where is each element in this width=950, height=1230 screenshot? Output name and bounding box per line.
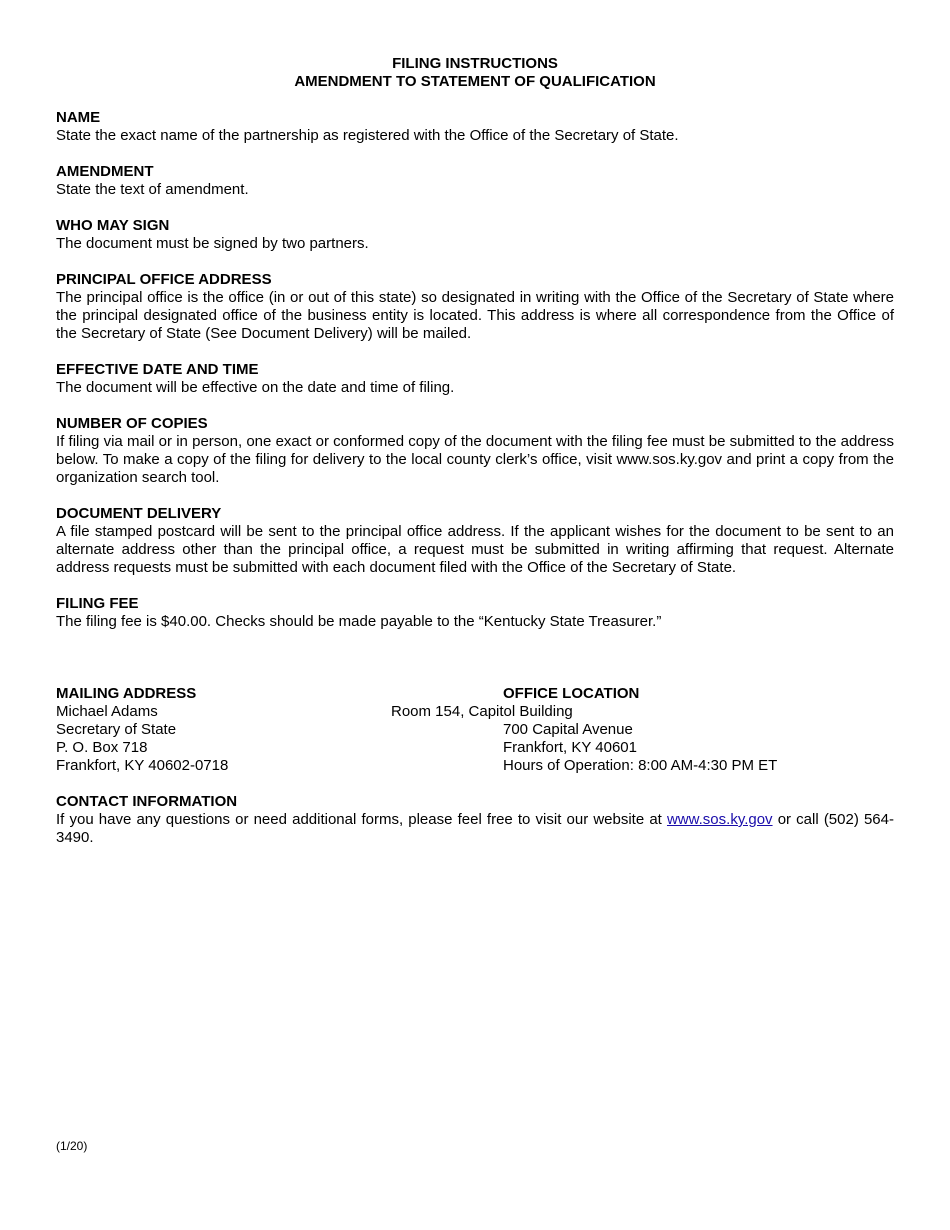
- section-text: The document must be signed by two partners.: [56, 235, 369, 252]
- section-heading: AMENDMENT: [56, 163, 154, 180]
- section-number-of-copies: [56, 415, 894, 487]
- title-line-1: FILING INSTRUCTIONS: [392, 55, 558, 72]
- section-heading: NUMBER OF COPIES: [56, 415, 208, 432]
- section-heading: WHO MAY SIGN: [56, 217, 170, 234]
- section-heading: EFFECTIVE DATE AND TIME: [56, 361, 259, 378]
- mailing-address: [56, 685, 356, 775]
- contact-text-before: If you have any questions or need additional forms, please feel free to visit our website at: [56, 811, 667, 828]
- section-filing-fee: [56, 595, 894, 631]
- mailing-line: Secretary of State: [56, 721, 177, 738]
- address-block: [56, 685, 894, 775]
- office-city: Frankfort, KY 40601: [503, 739, 637, 756]
- section-principal-office: [56, 271, 894, 343]
- mailing-line: Frankfort, KY 40602-0718: [56, 757, 229, 774]
- mailing-line: P. O. Box 718: [56, 739, 148, 756]
- office-location-heading: OFFICE LOCATION: [503, 685, 640, 702]
- office-room: Room 154, Capitol Building: [391, 703, 573, 720]
- section-text: The filing fee is $40.00. Checks should be made payable to the “Kentucky State Treasurer.”: [56, 613, 662, 630]
- section-text: State the text of amendment.: [56, 181, 249, 198]
- document-title: [56, 55, 894, 91]
- section-who-may-sign: [56, 217, 894, 253]
- section-text: A file stamped postcard will be sent to the principal office address. If the applicant wishes for the document to be sent to an alternate address other than the principal office, a request must be submitted in writing affirming that request. Alternate address requests must be submitted with each document filed with the Office of the Secretary of State.: [56, 523, 894, 576]
- website-link[interactable]: www.sos.ky.gov: [666, 811, 773, 828]
- section-text: The principal office is the office (in or out of this state) so designated in writing with the Office of the Secretary of State where the principal designated office of the business entity is located. This address is where all correspondence from the Office of the Secretary of State (See Document Delivery) will be mailed.: [56, 289, 894, 342]
- mailing-line: Michael Adams: [56, 703, 158, 720]
- contact-text-after: or call (502) 564-3490.: [56, 811, 894, 846]
- section-amendment: [56, 163, 894, 199]
- section-name: [56, 109, 894, 145]
- section-document-delivery: [56, 505, 894, 577]
- mailing-address-heading: MAILING ADDRESS: [56, 685, 197, 702]
- section-text: The document will be effective on the date and time of filing.: [56, 379, 455, 396]
- section-heading: PRINCIPAL OFFICE ADDRESS: [56, 271, 272, 288]
- revision-code: (1/20): [56, 1139, 88, 1153]
- section-text: State the exact name of the partnership as registered with the Office of the Secretary of State.: [56, 127, 679, 144]
- section-text: If filing via mail or in person, one exact or conformed copy of the document with the filing fee must be submitted to the address below. To make a copy of the filing for delivery to the local county clerk’s office, visit www.sos.ky.gov and print a copy from the organization search tool.: [56, 433, 894, 486]
- section-heading: DOCUMENT DELIVERY: [56, 505, 222, 522]
- contact-heading: CONTACT INFORMATION: [56, 793, 238, 810]
- filing-instructions-page: [56, 55, 894, 847]
- section-heading: FILING FEE: [56, 595, 139, 612]
- contact-information: [56, 793, 894, 847]
- office-hours: Hours of Operation: 8:00 AM-4:30 PM ET: [503, 757, 778, 774]
- title-line-2: AMENDMENT TO STATEMENT OF QUALIFICATION: [294, 73, 656, 90]
- section-effective-date: [56, 361, 894, 397]
- contact-text: [56, 811, 894, 847]
- office-street: 700 Capital Avenue: [503, 721, 633, 738]
- section-heading: NAME: [56, 109, 101, 126]
